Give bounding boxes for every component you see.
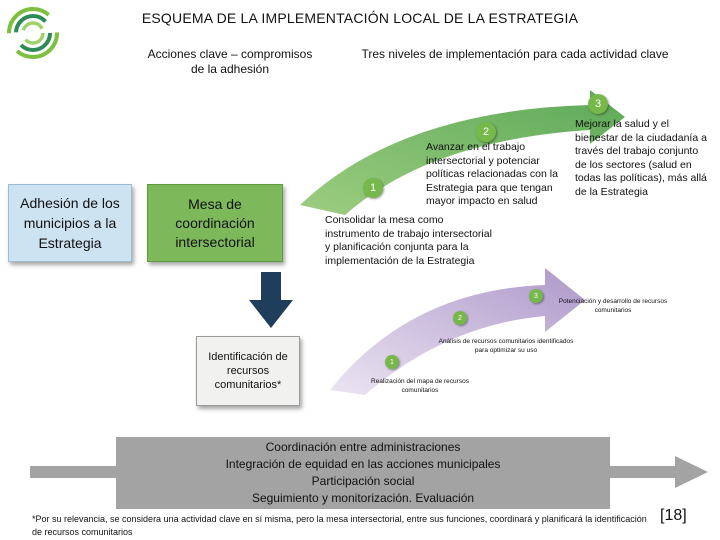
down-arrow-icon	[246, 272, 296, 330]
level-2-marker: 2	[476, 122, 496, 142]
level-3-marker: 3	[588, 94, 608, 114]
resource-level-1-marker: 1	[385, 355, 399, 369]
reference-number: [18]	[660, 507, 687, 524]
coordination-line: Seguimiento y monitorización. Evaluación	[251, 491, 475, 505]
level-2-text: Avanzar en el trabajo intersectorial y potenciar políticas relacionadas con la Estrategia para que tengan mayor impacto en salud	[426, 141, 558, 207]
coordination-box	[116, 437, 610, 509]
coordination-line: Integración de equidad en las acciones municipales	[225, 457, 501, 471]
adhesion-box	[8, 184, 132, 262]
actions-header: Acciones clave – compromisos de la adhesión	[147, 47, 313, 76]
levels-header: Tres niveles de implementación para cada actividad clave	[361, 47, 669, 61]
level-1-marker: 1	[363, 178, 383, 198]
page-title: ESQUEMA DE LA IMPLEMENTACIÓN LOCAL DE LA ESTRATEGIA	[141, 10, 579, 26]
resource-level-2-marker: 2	[453, 311, 467, 325]
resource-level-1-text: Realización del mapa de recursos comunitarios	[371, 378, 469, 394]
coordination-line: Coordinación entre administraciones	[265, 440, 461, 454]
adhesion-label: Adhesión de los municipios a la Estrategia	[20, 195, 120, 251]
identificacion-box	[196, 336, 300, 406]
mesa-label: Mesa de coordinación intersectorial	[175, 195, 255, 250]
resource-level-3-marker: 3	[529, 289, 543, 303]
coordination-line: Participación social	[311, 474, 415, 488]
footnote: *Por su relevancia, se considera una actividad clave en sí misma, pero la mesa intersectorial, entre sus funciones, coordinará y planificará la identificación de recursos comunitarios	[32, 514, 647, 537]
resource-level-3-text: Potenciación y desarrollo de recursos comunitarios	[558, 298, 668, 314]
identificacion-label: Identificación de recursos comunitarios*	[208, 351, 288, 391]
resource-level-2-text: Análisis de recursos comunitarios identificados para optimizar su uso	[438, 338, 574, 354]
level-3-text: Mejorar la salud y el bienestar de la ciudadanía a través del trabajo conjunto de los sectores (salud en todas las políticas), más allá de la Estrategia	[575, 118, 707, 198]
mesa-box	[147, 184, 283, 262]
level-1-text: Consolidar la mesa como instrumento de trabajo intersectorial y planificación conjunta para la implementación de la Estrategia	[325, 214, 492, 267]
